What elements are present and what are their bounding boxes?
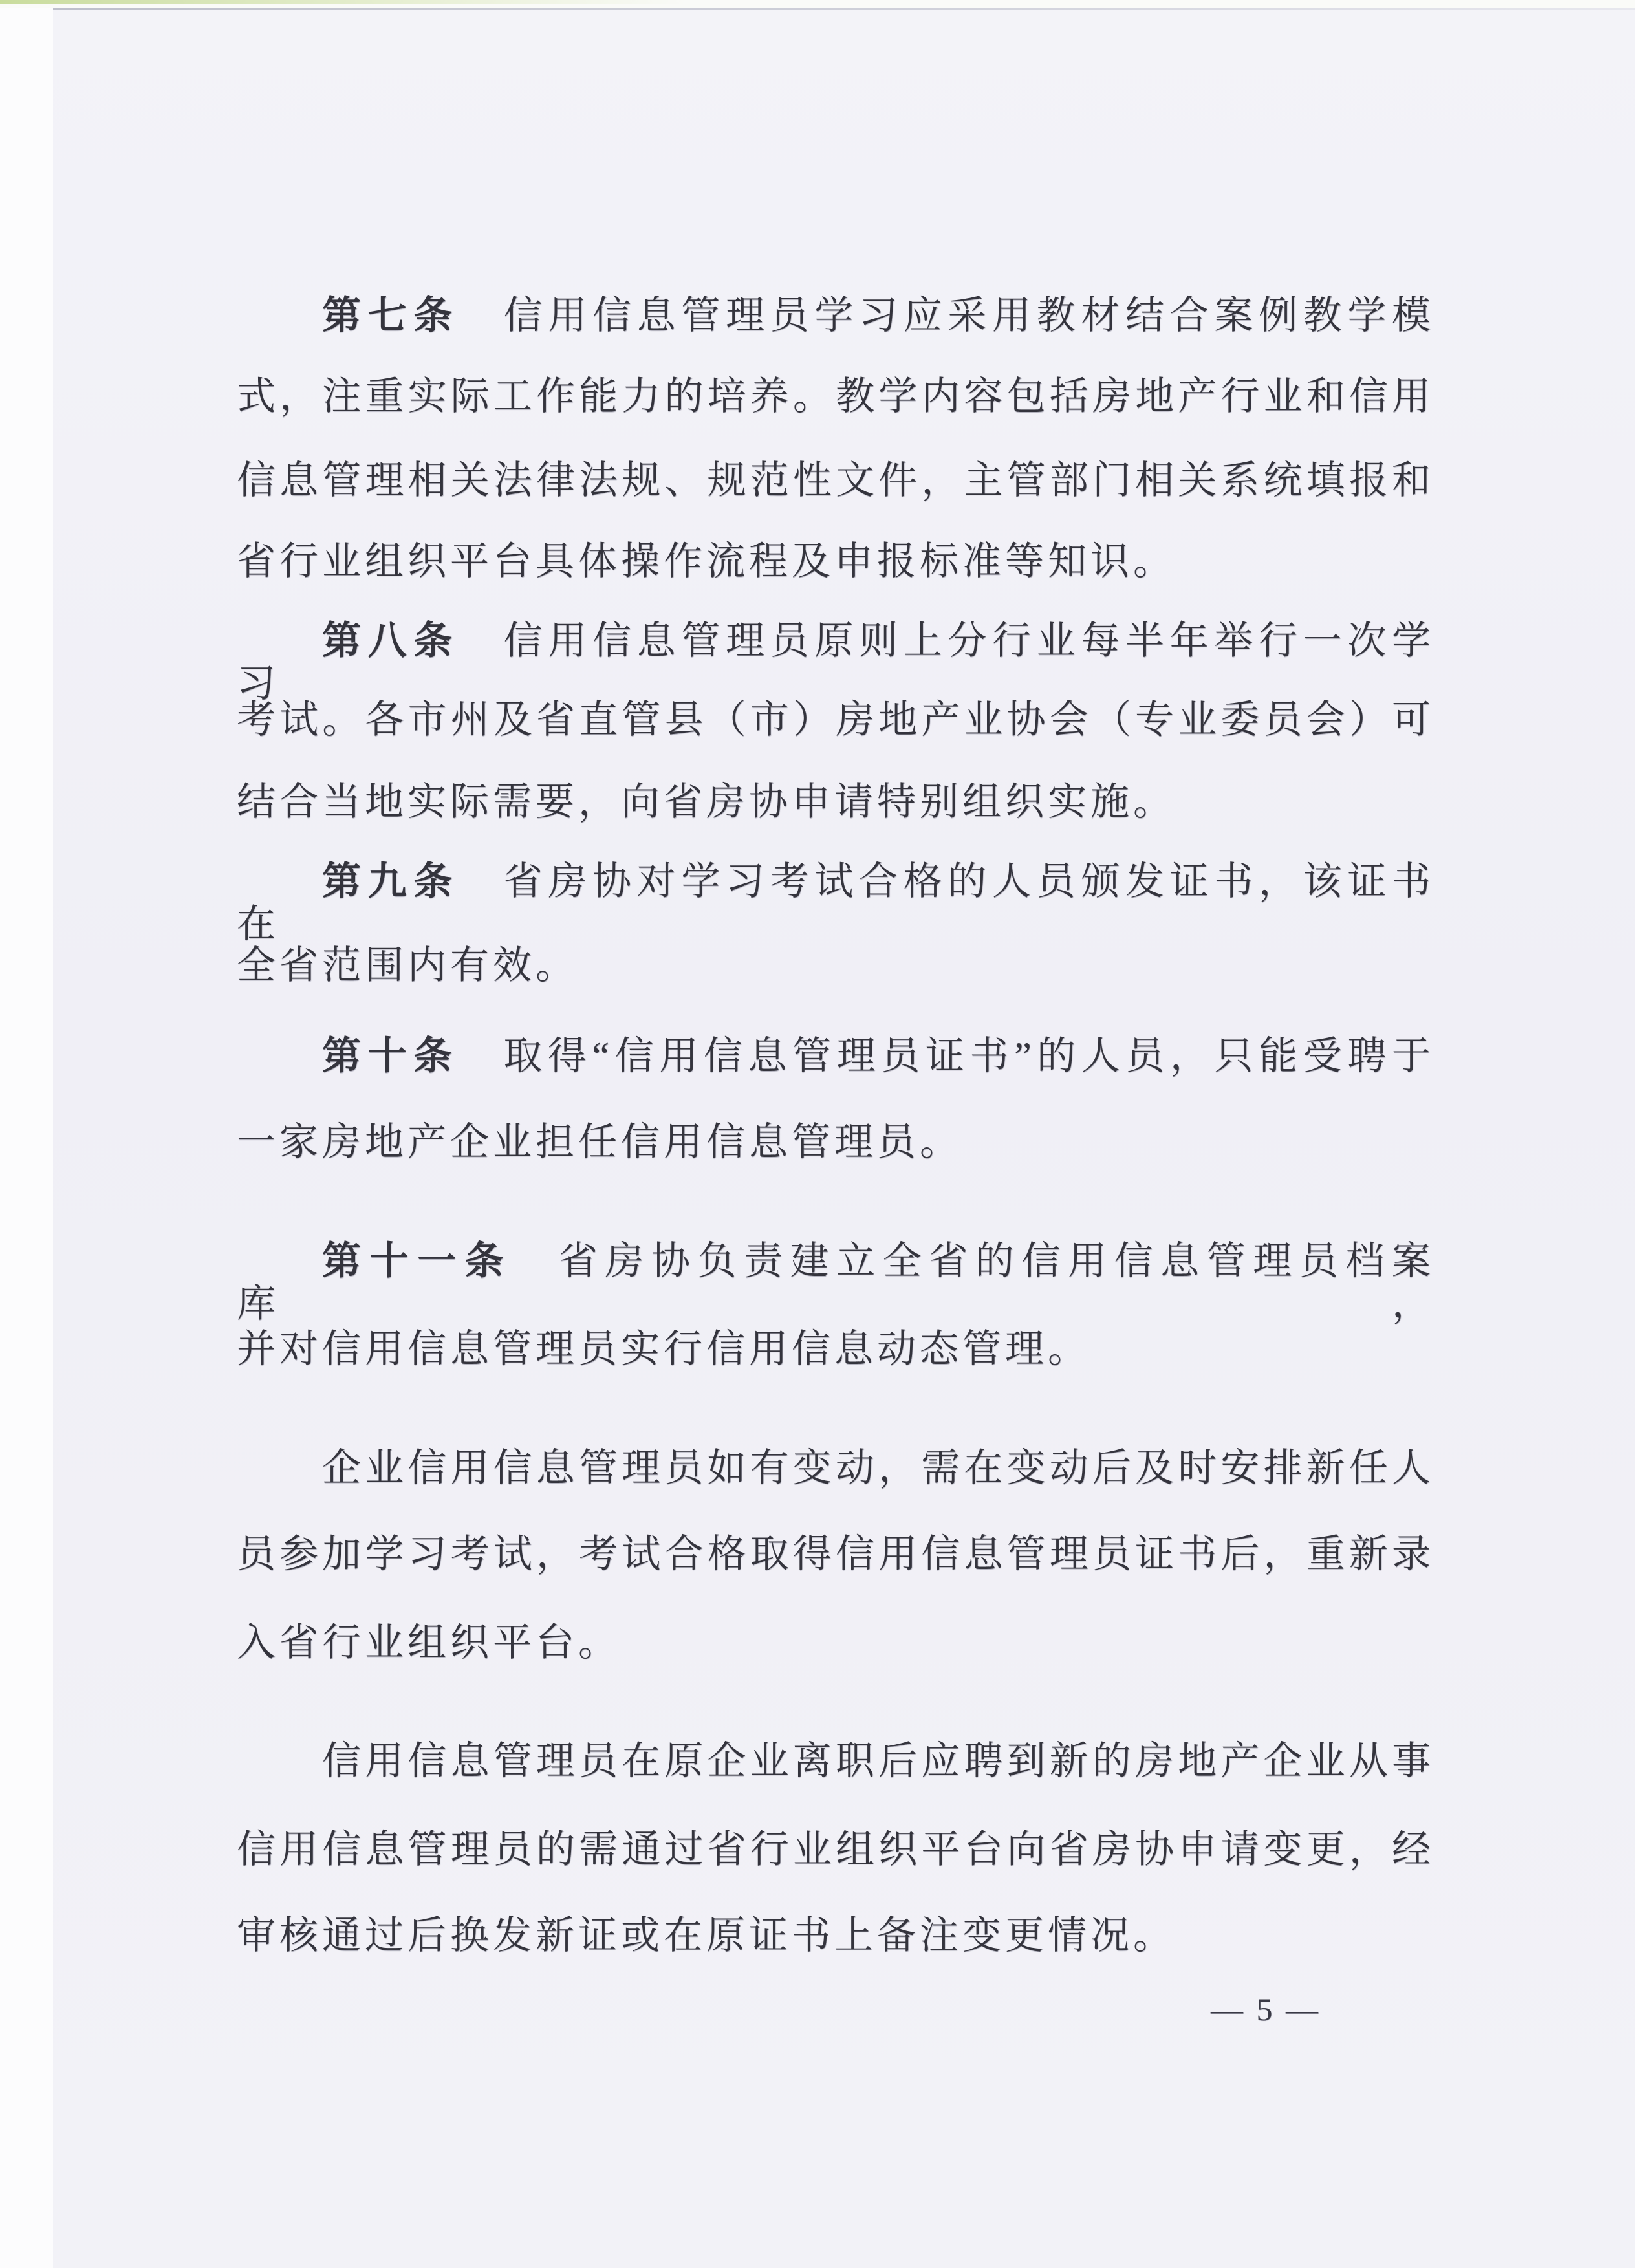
line-text: 企业信用信息管理员如有变动，需在变动后及时安排新任人: [322, 1447, 1435, 1489]
line-text: 审核通过后换发新证或在原证书上备注变更情况。: [237, 1914, 1176, 1957]
article-number: 第七条: [322, 294, 459, 337]
paper-top-edge-line: [53, 8, 1635, 10]
document-line: [237, 1035, 1435, 1077]
line-text: 省行业组织平台具体操作流程及申报标准等知识。: [237, 540, 1176, 583]
document-line: [237, 859, 1435, 945]
line-text: 信用信息管理员学习应采用教材结合案例教学模: [459, 294, 1435, 337]
document-line: [237, 781, 1435, 823]
line-text: 省房协对学习考试合格的人员颁发证书，该证书在: [237, 860, 1435, 945]
article-number: 第八条: [322, 619, 459, 662]
document-line: [237, 1533, 1435, 1575]
document-line: [237, 1239, 1435, 1325]
scan-edge-green-sliver: [0, 0, 808, 4]
document-line: [237, 1328, 1435, 1370]
line-text: 省房协负责建立全省的信用信息管理员档案库，: [237, 1240, 1435, 1325]
document-line: [237, 1914, 1435, 1957]
document-line: [237, 540, 1435, 583]
document-line: [237, 1621, 1435, 1664]
document-line: [237, 459, 1435, 502]
article-number: 第十一条: [322, 1239, 513, 1282]
line-text: 一家房地产企业担任信用信息管理员。: [237, 1121, 962, 1163]
document-line: [237, 1828, 1435, 1871]
line-text: 全省范围内有效。: [237, 944, 578, 987]
line-text: 信息管理相关法律法规、规范性文件，主管部门相关系统填报和: [237, 459, 1435, 502]
line-text: 员参加学习考试，考试合格取得信用信息管理员证书后，重新录: [237, 1533, 1435, 1575]
document-line: [237, 1121, 1435, 1163]
line-text: 信用信息管理员原则上分行业每半年举行一次学习: [237, 620, 1435, 705]
document-line: [237, 375, 1435, 418]
document-line: [237, 944, 1435, 987]
document-line: [237, 698, 1435, 741]
document-line: [237, 619, 1435, 705]
line-text: 信用信息管理员在原企业离职后应聘到新的房地产企业从事: [322, 1740, 1435, 1782]
document-line: [237, 1447, 1435, 1489]
page-number: — 5 —: [1211, 1991, 1321, 2027]
scan-edge-left-strip: [0, 0, 53, 2268]
line-text: 结合当地实际需要，向省房协申请特别组织实施。: [237, 781, 1176, 823]
line-text: 入省行业组织平台。: [237, 1621, 621, 1664]
article-number: 第九条: [322, 859, 459, 903]
document-line: [237, 294, 1435, 337]
document-line: [237, 1740, 1435, 1782]
line-text: 信用信息管理员的需通过省行业组织平台向省房协申请变更，经: [237, 1828, 1435, 1871]
line-text: 式，注重实际工作能力的培养。教学内容包括房地产行业和信用: [237, 375, 1435, 418]
article-number: 第十条: [322, 1034, 459, 1077]
line-text: 取得“信用信息管理员证书”的人员，只能受聘于: [459, 1035, 1435, 1077]
line-text: 考试。各市州及省直管县（市）房地产业协会（专业委员会）可: [237, 698, 1435, 741]
line-text: 并对信用信息管理员实行信用信息动态管理。: [237, 1328, 1090, 1370]
